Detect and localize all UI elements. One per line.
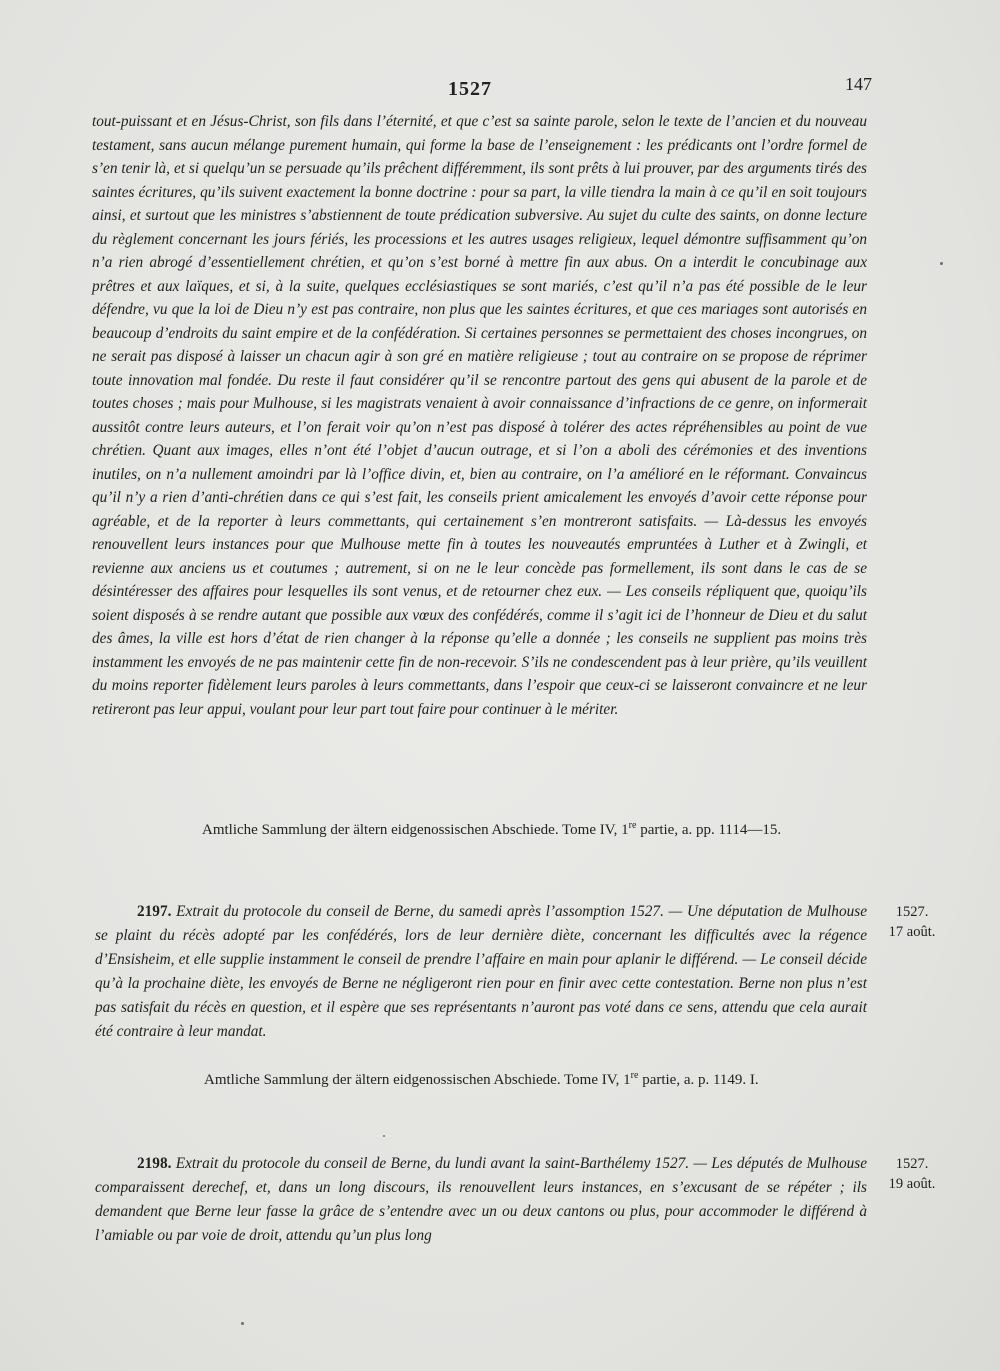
running-head-year: 1527 <box>448 78 492 100</box>
source-citation-1-superscript: re <box>628 820 637 831</box>
margin-date-2198 <box>872 1154 952 1194</box>
entry-2198 <box>95 1152 867 1248</box>
margin-date-2198-year: 1527. <box>895 1156 929 1172</box>
source-citation-2-text: Amtliche Sammlung der ältern eidgenossischen Abschiede. Tome IV, 1 <box>204 1072 631 1088</box>
source-citation-2 <box>204 1070 869 1091</box>
entry-2197-text: Extrait du protocole du conseil de Berne, du samedi après l’assomption 1527. — Une députation de Mulhouse se plaint du récès adopté par les confédérés, lors de leur dernière diète, concernant les difficultés avec la régence d’Ensisheim, et elle supplie instamment le conseil de prendre l’affaire en main pour aplanir le différend. — Le conseil décide qu’à la prochaine diète, les envoyés de Berne ne négligeront rien pour en finir avec cette contestation. Berne non plus n’est pas satisfait du récès en question, et il espère que ses représentants n’auront pas voté dans ce sens, attendu que cela aurait été contraire à leur mandat. <box>95 903 867 1040</box>
paper-speck <box>940 262 943 265</box>
entry-2197-number: 2197. <box>137 903 172 920</box>
margin-date-2197-day: 17 août. <box>888 924 936 940</box>
main-paragraph: tout-puissant et en Jésus-Christ, son fils dans l’éternité, et que c’est sa sainte parole, selon le texte de l’ancien et du nouveau testament, sans aucun mélange purement humain, qui forme la base de l’enseignement : les prédicants ont l’ordre formel de s’en tenir là, et si quelqu’un se persuade qu’ils prêchent différemment, ils sont prêts à lui prouver, par des arguments tirés des saintes écritures, qu’ils suivent exactement la bonne doctrine : pour sa part, la ville tiendra la main à ce qu’il en soit toujours ainsi, et surtout que les ministres s’abstiennent de toute prédication subversive. Au sujet du culte des saints, on donne lecture du règlement concernant les jours fériés, les processions et les autres usages religieux, lequel démontre suffisamment qu’on n’a rien abrogé d’essentiellement chrétien, et qu’on s’est borné à mettre fin aux abus. On a interdit le concubinage aux prêtres et aux laïques, et si, à la suite, quelques ecclésiastiques se sont mariés, c’est qu’il n’a pas été possible de le leur défendre, vu que la loi de Dieu n’y est pas contraire, non plus que les saintes écritures, et que ces mariages sont autorisés en beaucoup d’endroits du saint empire et de la confédération. Si certaines personnes se permettaient des choses incongrues, on ne serait pas disposé à laisser un chacun agir à son gré en matière religieuse ; tout au contraire on se propose de réprimer toute innovation mal fondée. Du reste il faut considérer qu’il se rencontre partout des gens qui abusent de la parole et de toutes choses ; mais pour Mulhouse, si les magistrats venaient à avoir connaissance d’infractions de ce genre, on informerait aussitôt contre leurs auteurs, et l’on ferait voir qu’on n’est pas disposé à tolérer des actes répréhensibles au point de vue chrétien. Quant aux images, elles n’ont été l’objet d’aucun outrage, et si l’on a aboli des cérémonies et des inventions inutiles, on n’a nullement amoindri par là l’office divin, et, bien au contraire, on l’a amélioré en le réformant. Convaincus qu’il n’y a rien d’anti-chrétien dans ce qui s’est fait, les conseils prient amicalement les envoyés d’avoir cette réponse pour agréable, et de la reporter à leurs commettants, qui certainement s’en montreront satisfaits. — Là-dessus les envoyés renouvellent leurs instances pour que Mulhouse mette fin à toutes les nouveautés empruntées à Luther et à Zwingli, et revienne aux anciens us et coutumes ; autrement, si on ne le leur concède pas formellement, ils sont dans le cas de se désintéresser des affaires pour lesquelles ils sont venus, et de retourner chez eux. — Les conseils répliquent que, quoiqu’ils soient disposés à se rendre autant que possible aux vœux des confédérés, comme il s’agit ici de l’honneur de Dieu et du salut des âmes, la ville est hors d’état de rien changer à la réponse qu’elle a donnée ; les conseils ne supplient pas moins très instamment les envoyés de ne pas maintenir cette fin de non-recevoir. S’ils ne condescendent pas à leur prière, qu’ils veuillent du moins reporter fidèlement leurs paroles à leurs commettants, dans l’espoir que ceux-ci se laisseront convaincre et ne leur retireront pas leur appui, voulant pour leur part tout faire pour continuer à le mériter. <box>92 113 867 718</box>
source-citation-1-text: Amtliche Sammlung der ältern eidgenossischen Abschiede. Tome IV, 1 <box>202 822 629 838</box>
margin-date-2197-year: 1527. <box>895 904 929 920</box>
paper-speck <box>241 1322 244 1325</box>
paper-speck <box>383 1135 385 1137</box>
entry-2198-text: Extrait du protocole du conseil de Berne, du lundi avant la saint-Barthélemy 1527. — Les députés de Mulhouse comparaissent derechef, et, dans un long discours, ils renouvellent leurs instances, en s’excusant de se répéter ; ils demandent que Berne leur fasse la grâce de s’entendre avec un ou deux cantons ou plus, pour accommoder le différend à l’amiable ou par voie de droit, attendu qu’un plus long <box>95 1155 867 1244</box>
source-citation-2-tail: partie, a. p. 1149. I. <box>638 1072 759 1088</box>
margin-date-2198-day: 19 août. <box>888 1176 936 1192</box>
source-citation-1 <box>202 820 867 841</box>
page-number: 147 <box>845 74 872 94</box>
source-citation-2-superscript: re <box>630 1070 639 1081</box>
entry-2198-number: 2198. <box>137 1155 172 1172</box>
source-citation-1-tail: partie, a. pp. 1114—15. <box>636 822 782 838</box>
margin-date-2197 <box>872 902 952 942</box>
entry-2197 <box>95 900 867 1044</box>
